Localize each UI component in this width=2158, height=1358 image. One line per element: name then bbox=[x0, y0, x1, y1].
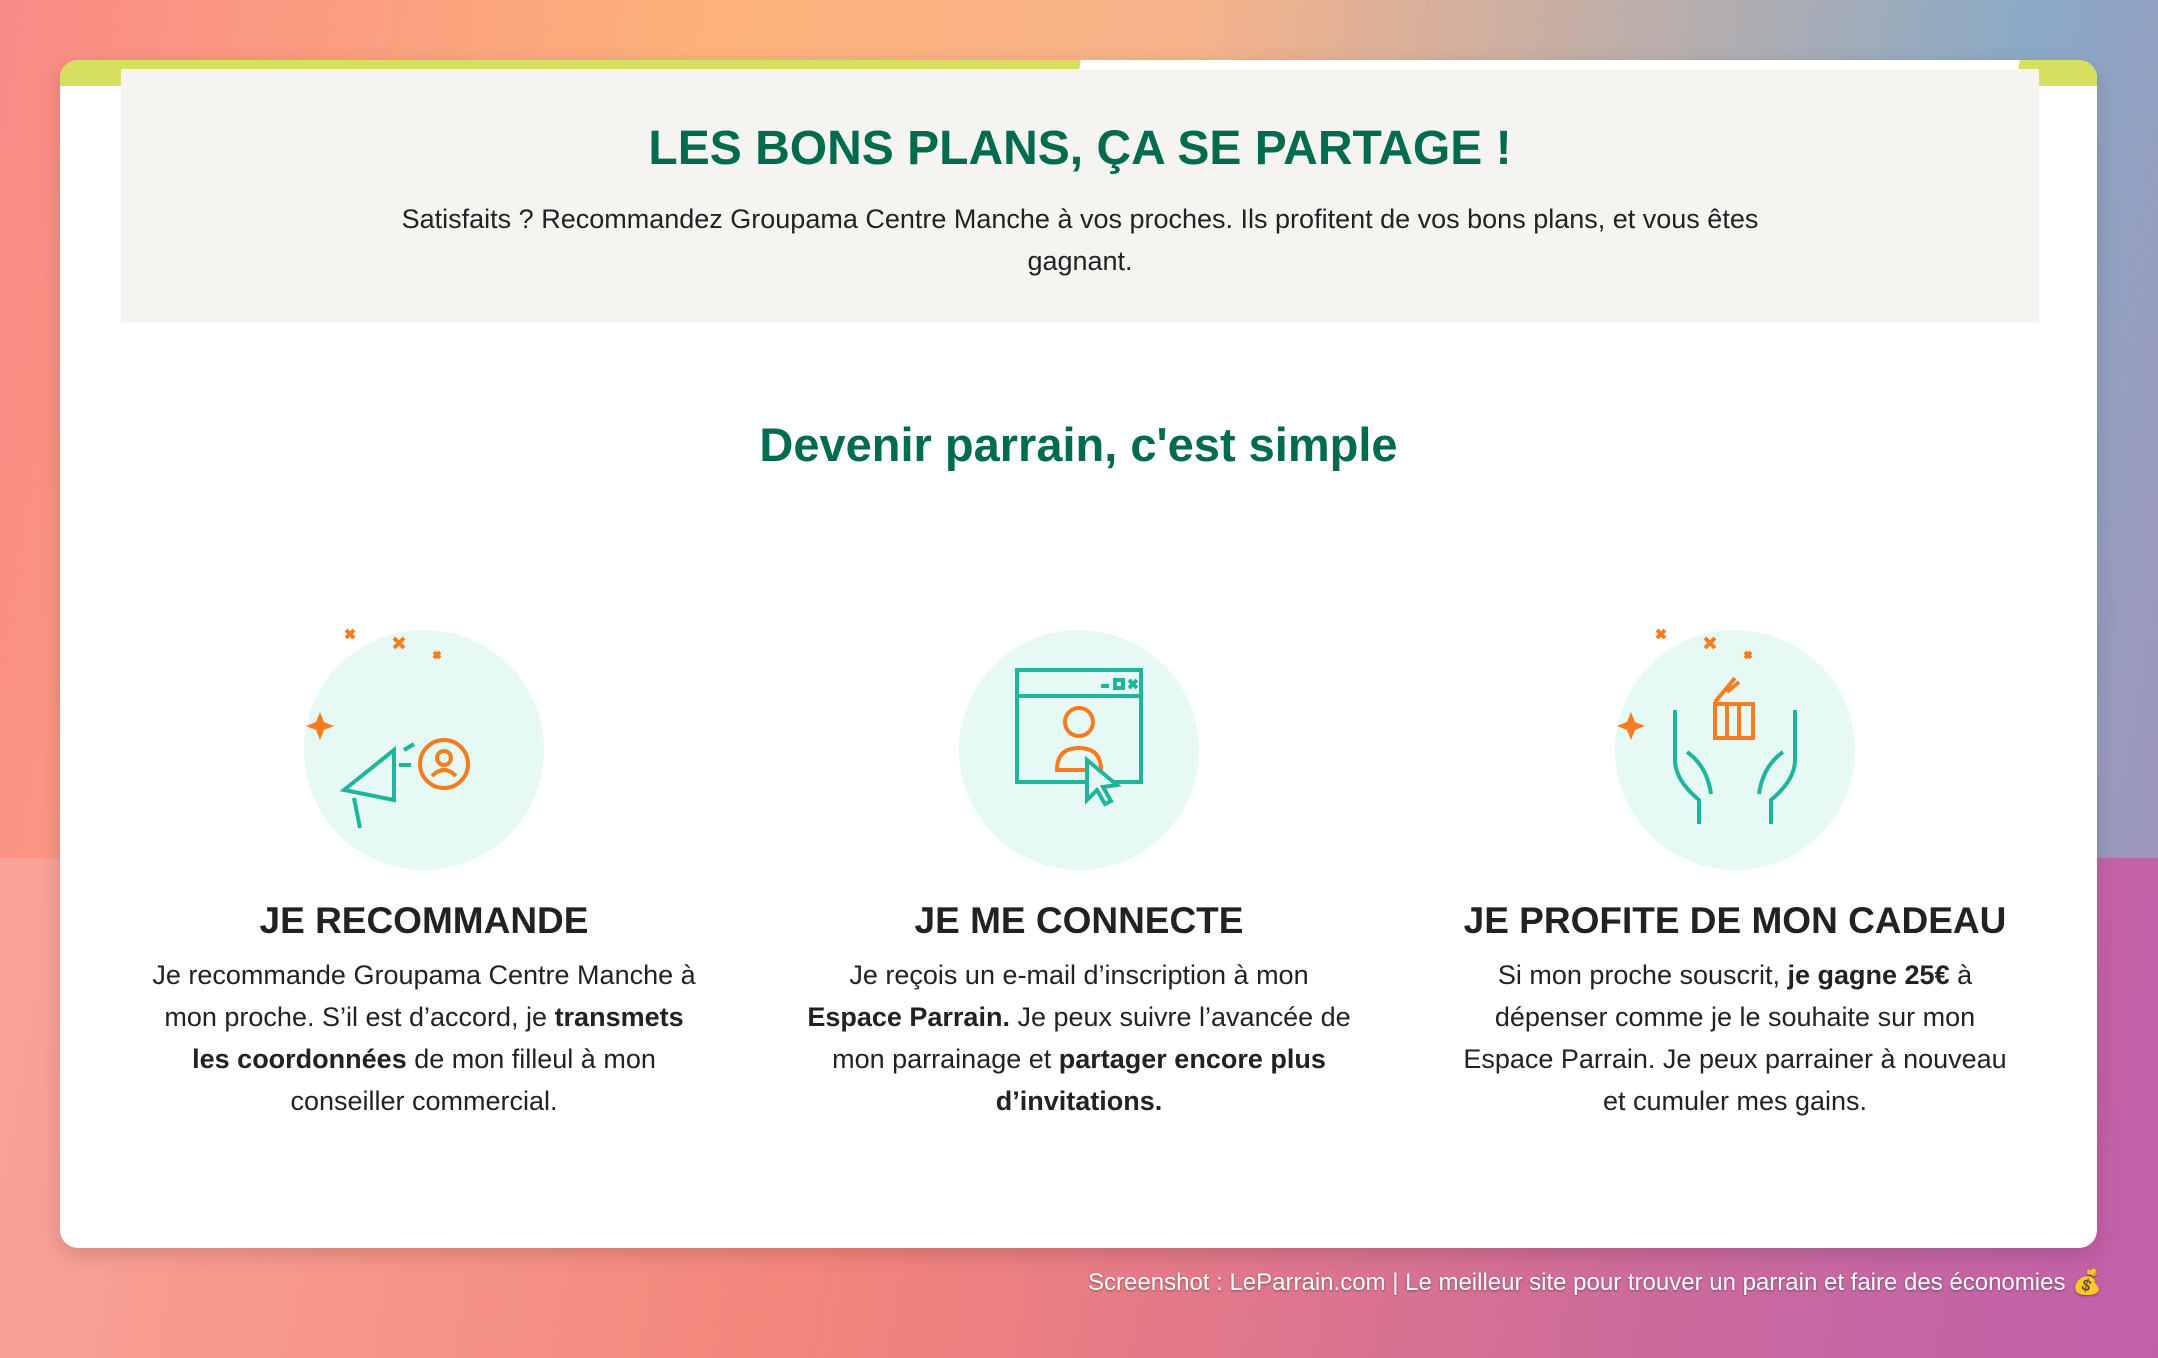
banner-subtitle: Satisfaits ? Recommandez Groupama Centre Manche à vos proches. Ils profitent de vos bons plans, et vous êtes gagnant. bbox=[401, 204, 1759, 276]
browser-user-icon bbox=[959, 630, 1199, 870]
step-gift bbox=[1455, 630, 2015, 1122]
section-title: Devenir parrain, c'est simple bbox=[759, 418, 1398, 471]
step-connect bbox=[799, 630, 1359, 1122]
gift-hands-icon bbox=[1615, 630, 1855, 870]
hero-banner bbox=[121, 69, 2039, 323]
step-description: Je recommande Groupama Centre Manche à mon proche. S’il est d’accord, je transmets les coordonnées de mon filleul à mon conseiller commercial. bbox=[152, 960, 696, 1116]
step-description: Si mon proche souscrit, je gagne 25€ à dépenser comme je le souhaite sur mon Espace Parrain. Je peux parrainer à nouveau et cumuler mes gains. bbox=[1463, 960, 2007, 1116]
step-title: JE ME CONNECTE bbox=[914, 900, 1244, 941]
banner-title: LES BONS PLANS, ÇA SE PARTAGE ! bbox=[648, 122, 1512, 175]
step-description: Je reçois un e-mail d’inscription à mon Espace Parrain. Je peux suivre l’avancée de mon parrainage et partager encore plus d’invitations. bbox=[807, 960, 1351, 1116]
step-title: JE RECOMMANDE bbox=[259, 900, 589, 941]
page-card bbox=[60, 60, 2097, 1248]
step-recommend bbox=[144, 630, 704, 1122]
step-title: JE PROFITE DE MON CADEAU bbox=[1463, 900, 2007, 941]
megaphone-icon bbox=[304, 630, 544, 870]
screenshot-credit: Screenshot : LeParrain.com | Le meilleur site pour trouver un parrain et faire des économies 💰 bbox=[1088, 1269, 2102, 1296]
